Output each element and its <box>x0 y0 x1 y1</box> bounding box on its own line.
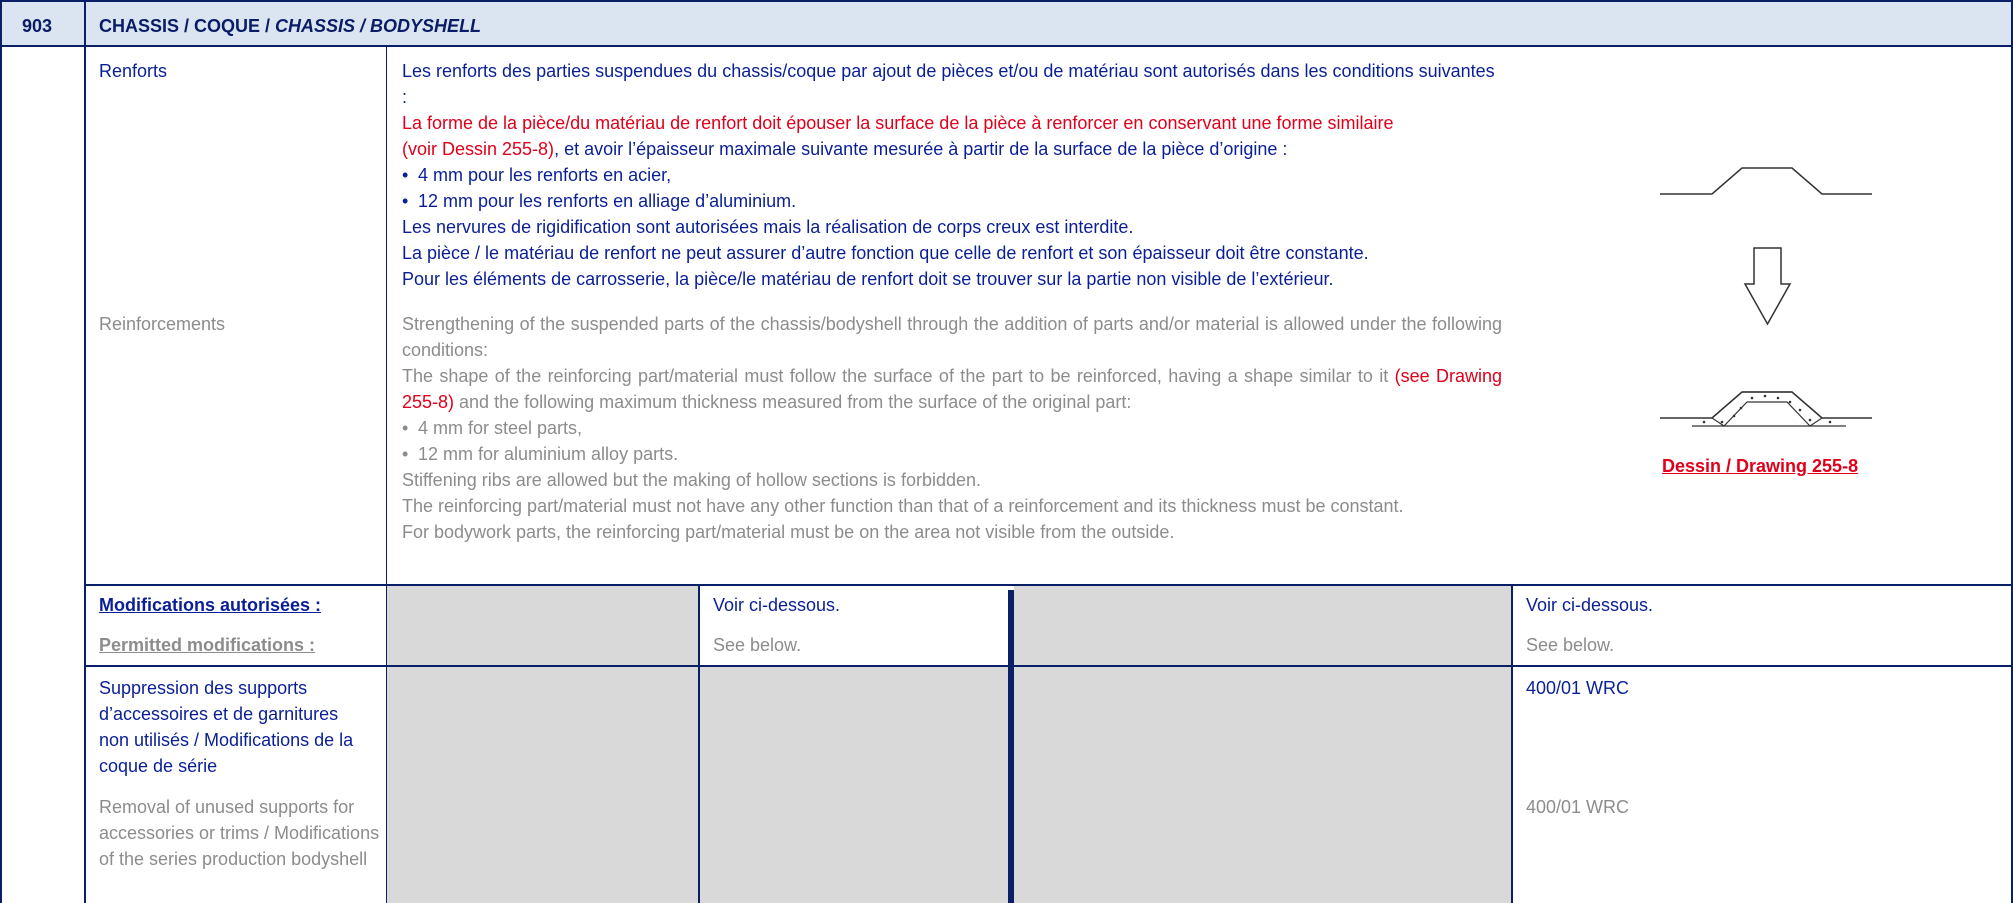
modifications-col1-fr: Voir ci-dessous. <box>713 595 841 615</box>
reinforcement-text-fr <box>402 58 1502 292</box>
table-border <box>386 47 387 903</box>
en-shape <box>402 363 1502 415</box>
fr-function: La pièce / le matériau de renfort ne peut assurer d’autre fonction que celle de renfort et son épaisseur doit être constante. <box>402 243 1369 263</box>
table-border <box>0 0 2013 2</box>
table-border <box>1511 586 1513 903</box>
modifications-label-en: Permitted modifications : <box>99 635 316 655</box>
section-title <box>99 16 481 37</box>
removal-ref-fr: 400/01 WRC <box>1526 678 1630 698</box>
en-shape-a: The shape of the reinforcing part/material must follow the surface of the part to be reinforced, having a shape similar to it <box>402 366 1395 386</box>
section-title-en: CHASSIS / BODYSHELL <box>275 16 482 36</box>
en-bullet-2: • 12 mm for aluminium alloy parts. <box>402 441 1502 467</box>
table-border <box>84 0 86 903</box>
en-shape-b: and the following maximum thickness measured from the surface of the original part: <box>454 392 1132 412</box>
gray-cell <box>387 586 699 903</box>
reinforcement-label-en: Reinforcements <box>99 314 226 334</box>
fr-bullet-1: • 4 mm pour les renforts en acier, <box>402 162 1502 188</box>
modifications-label-fr: Modifications autorisées : <box>99 595 322 615</box>
modifications-col1-en: See below. <box>713 635 802 655</box>
reinforcement-fill-shape <box>1712 392 1822 426</box>
en-bodywork: For bodywork parts, the reinforcing part/material must be on the area not visible from the outside. <box>402 522 1175 542</box>
en-intro: Strengthening of the suspended parts of the chassis/bodyshell through the addition of parts and/or material is allowed under the following conditions: <box>402 314 1502 360</box>
original-profile-shape <box>1660 168 1872 194</box>
fr-bullet-2: • 12 mm pour les renforts en alliage d’aluminium. <box>402 188 1502 214</box>
table-border <box>84 665 2013 667</box>
reinforcement-label-fr: Renforts <box>99 61 168 81</box>
fr-ribs: Les nervures de rigidification sont autorisées mais la réalisation de corps creux est interdite. <box>402 217 1134 237</box>
table-border <box>84 584 2013 586</box>
table-border <box>0 0 2 903</box>
modifications-col2-fr: Voir ci-dessous. <box>1526 595 1654 615</box>
fr-shape-ref: (voir Dessin 255-8) <box>402 139 555 159</box>
section-title-fr: CHASSIS / COQUE / <box>99 16 276 36</box>
fr-bodywork: Pour les éléments de carrosserie, la pièce/le matériau de renfort doit se trouver sur la partie non visible de l’extérieur. <box>402 269 1334 289</box>
fr-intro: Les renforts des parties suspendues du chassis/coque par ajout de pièces et/ou de matériau sont autorisés dans les conditions suivantes : <box>402 61 1495 107</box>
en-function: The reinforcing part/material must not have any other function than that of a reinforcement and its thickness must be constant. <box>402 496 1404 516</box>
fr-shape-a: La forme de la pièce/du matériau de renfort doit épouser la surface de la pièce à renforcer en conservant une forme similaire <box>402 113 1394 133</box>
table-border <box>1008 590 1014 903</box>
fr-shape <box>402 110 1502 162</box>
drawing-caption: Dessin / Drawing 255-8 <box>1662 456 1859 476</box>
en-ribs: Stiffening ribs are allowed but the making of hollow sections is forbidden. <box>402 470 981 490</box>
table-border <box>698 586 700 903</box>
en-bullet-1: • 4 mm for steel parts, <box>402 415 1502 441</box>
gray-cell <box>699 666 1014 903</box>
gray-cell <box>1014 586 1512 903</box>
fr-shape-b: , et avoir l’épaisseur maximale suivante mesurée à partir de la surface de la pièce d’origine : <box>554 139 1288 159</box>
reinforcement-drawing <box>1640 160 1890 440</box>
en-shape-ref: (see Drawing 255-8) <box>402 366 1503 412</box>
removal-ref-en: 400/01 WRC <box>1526 797 1630 817</box>
removal-label-en: Removal of unused supports for accessories or trims / Modifications of the series production bodyshell <box>99 797 380 869</box>
table-border <box>0 45 2013 47</box>
reinforcement-text-en <box>402 311 1502 545</box>
down-arrow-icon <box>1745 248 1790 324</box>
modifications-col2-en: See below. <box>1526 635 1615 655</box>
section-number: 903 <box>22 16 53 36</box>
removal-label-fr: Suppression des supports d’accessoires et de garnitures non utilisés / Modifications de la coque de série <box>99 678 354 776</box>
